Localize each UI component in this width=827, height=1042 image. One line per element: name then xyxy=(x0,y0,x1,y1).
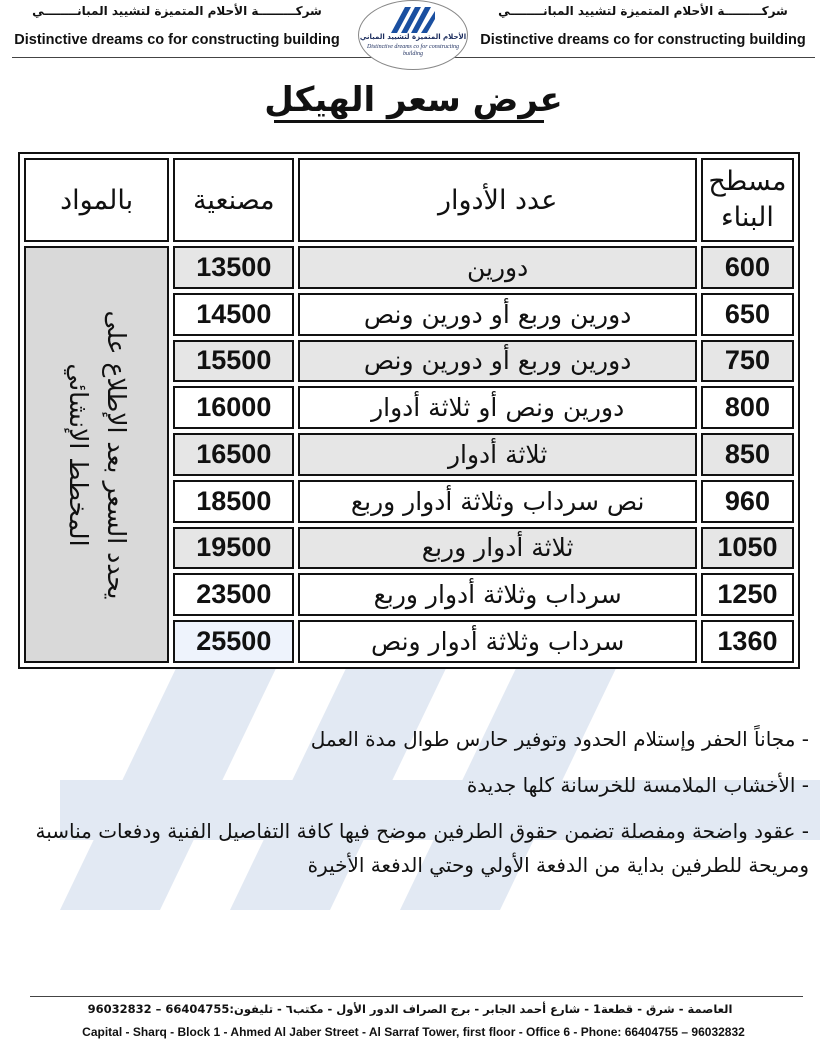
company-name-ar-left: شركـــــــــة الأحلام المتميزة لتشييد المبانــــــــي xyxy=(32,4,322,18)
floors-cell: سرداب وثلاثة أدوار ونص xyxy=(298,620,697,663)
floors-cell: دورين وربع أو دورين ونص xyxy=(298,293,697,336)
header-left xyxy=(12,4,342,48)
page-title: عرض سعر الهيكل xyxy=(264,80,563,120)
terms-item: - الأخشاب الملامسة للخرسانة كلها جديدة xyxy=(466,773,809,797)
area-cell: 1250 xyxy=(701,573,794,616)
materials-note: يحدد السعر بعد الإطلاع على المخطط الإنشائي xyxy=(63,310,131,599)
floors-cell: دورين وربع أو دورين ونص xyxy=(298,340,697,383)
floors-cell: دورين ونص أو ثلاثة أدوار xyxy=(298,386,697,429)
price-cell: 19500 xyxy=(173,527,294,570)
building-stripes-icon xyxy=(391,7,435,33)
company-name-ar-right: شركـــــــــة الأحلام المتميزة لتشييد المبانــــــــي xyxy=(498,4,788,18)
header-factory: مصنعية xyxy=(173,158,294,242)
header-area: مسطح البناء xyxy=(701,158,794,242)
footer-address-ar: العاصمة - شرق - قطعة1 - شارع أحمد الجابر - برج الصراف الدور الأول - مكتب٦ - تليفون:66404755 – 96032832 xyxy=(87,1002,733,1016)
area-cell: 800 xyxy=(701,386,794,429)
area-cell: 850 xyxy=(701,433,794,476)
company-name-en-right: Distinctive dreams co for constructing building xyxy=(480,32,806,48)
area-cell: 1360 xyxy=(701,620,794,663)
floors-cell: ثلاثة أدوار xyxy=(298,433,697,476)
price-cell: 14500 xyxy=(173,293,294,336)
price-cell: 23500 xyxy=(173,573,294,616)
title-underline xyxy=(274,120,544,123)
price-cell: 13500 xyxy=(173,246,294,289)
price-cell: 16500 xyxy=(173,433,294,476)
terms-item: - عقود واضحة ومفصلة تضمن حقوق الطرفين موضح فيها كافة التفاصيل الفنية ودفعات مناسبة ومريحة للطرفين بداية من الدفعة الأولي وحتي الدفعة الأخيرة xyxy=(35,819,809,877)
price-cell: 18500 xyxy=(173,480,294,523)
company-logo xyxy=(358,0,468,70)
header-materials: بالمواد xyxy=(24,158,169,242)
floors-cell: سرداب وثلاثة أدوار وربع xyxy=(298,573,697,616)
logo-text-ar: الأحلام المتميزة لتشييد المباني xyxy=(359,33,467,41)
footer-divider xyxy=(30,996,803,997)
table-row xyxy=(24,246,794,289)
price-cell: 15500 xyxy=(173,340,294,383)
area-cell: 650 xyxy=(701,293,794,336)
header-right xyxy=(478,4,808,48)
area-cell: 960 xyxy=(701,480,794,523)
floors-cell: نص سرداب وثلاثة أدوار وربع xyxy=(298,480,697,523)
logo-text-en: Distinctive dreams co for constructing building xyxy=(366,44,460,57)
header-floors: عدد الأدوار xyxy=(298,158,697,242)
area-cell: 600 xyxy=(701,246,794,289)
price-table xyxy=(18,152,800,669)
terms-item: - مجاناً الحفر وإستلام الحدود وتوفير حارس طوال مدة العمل xyxy=(310,727,809,751)
area-cell: 1050 xyxy=(701,527,794,570)
company-name-en-left: Distinctive dreams co for constructing building xyxy=(14,32,340,48)
floors-cell: دورين xyxy=(298,246,697,289)
footer-address-en: Capital - Sharq - Block 1 - Ahmed Al Jaber Street - Al Sarraf Tower, first floor - Office 6 - Phone: 66404755 – 96032832 xyxy=(82,1025,745,1039)
terms-list xyxy=(19,722,809,894)
price-cell: 16000 xyxy=(173,386,294,429)
table-header-row xyxy=(24,158,794,242)
price-cell: 25500 xyxy=(173,620,294,663)
area-cell: 750 xyxy=(701,340,794,383)
materials-note-cell xyxy=(24,246,169,663)
floors-cell: ثلاثة أدوار وربع xyxy=(298,527,697,570)
